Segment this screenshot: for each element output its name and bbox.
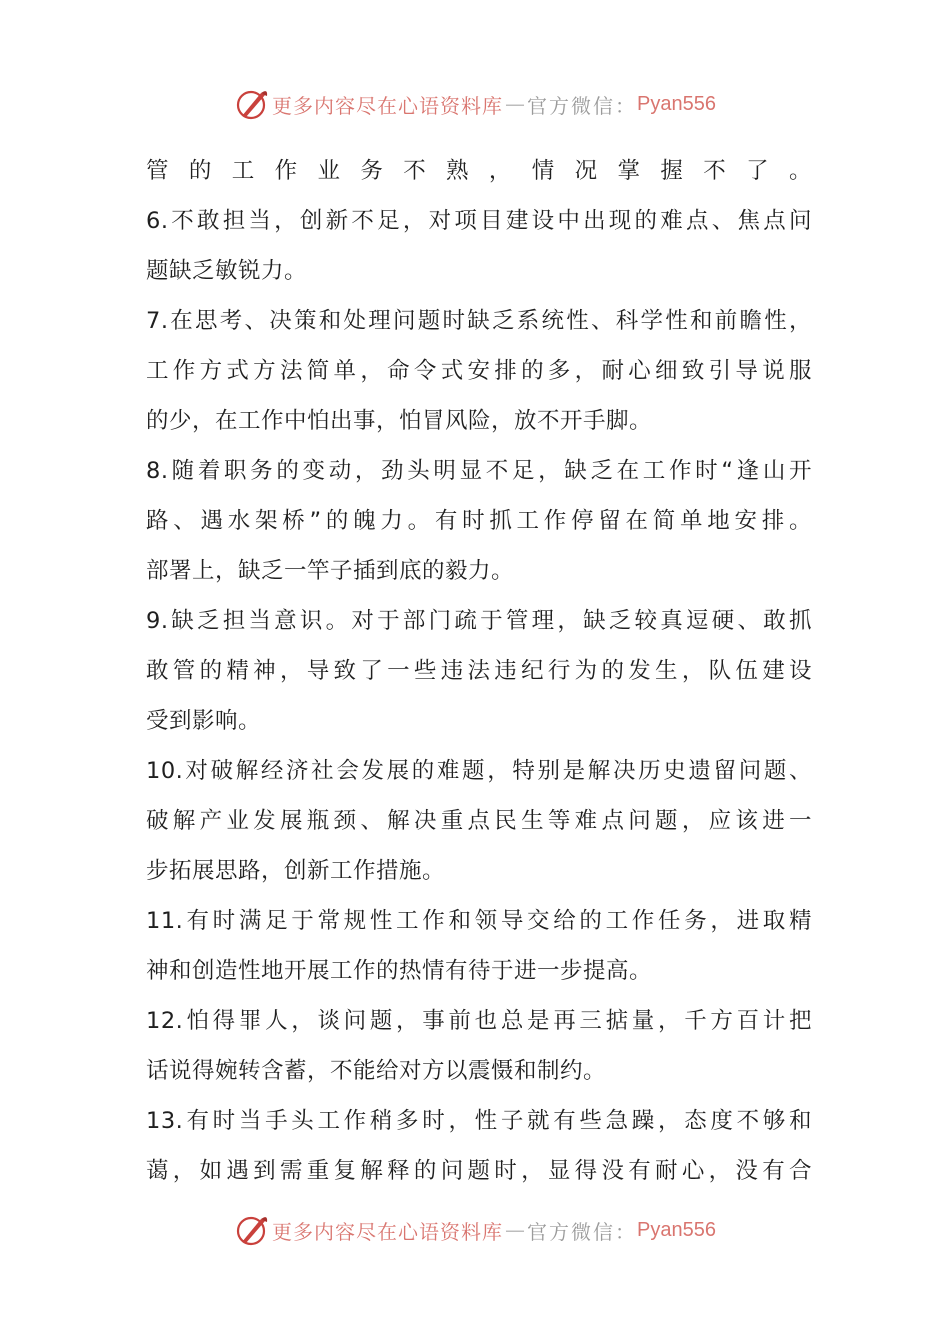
header-wechat-label: 官方微信： (527, 93, 638, 118)
text-line: 题缺乏敏锐力。 (146, 258, 308, 284)
footer-wechat-label: 官方微信： (527, 1219, 638, 1244)
footer-wechat-id: Pyan556 (637, 1218, 716, 1241)
text-line: 11.有时满足于常规性工作和领导交给的工作任务，进取精 (146, 908, 812, 934)
footer-separator: — (505, 1218, 526, 1242)
text-line: 10.对破解经济社会发展的难题，特别是解决历史遗留问题、 (146, 758, 812, 784)
text-line: 蔼，如遇到需重复解释的问题时，显得没有耐心，没有合 (146, 1158, 812, 1184)
text-line: 8.随着职务的变动，劲头明显不足，缺乏在工作时“逢山开 (146, 458, 812, 484)
quill-logo-icon (234, 86, 270, 122)
text-line: 工作方式方法简单，命令式安排的多，耐心细致引导说服 (146, 358, 812, 384)
text-line: 6.不敢担当，创新不足，对项目建设中出现的难点、焦点问 (146, 208, 812, 234)
text-line: 13.有时当手头工作稍多时，性子就有些急躁，态度不够和 (146, 1108, 812, 1134)
document-body (146, 146, 812, 1196)
text-line: 管的工作业务不熟，情况掌握不了。 (146, 158, 812, 184)
text-line: 的少，在工作中怕出事，怕冒风险，放不开手脚。 (146, 408, 653, 434)
text-line: 受到影响。 (146, 708, 262, 734)
text-line: 9.缺乏担当意识。对于部门疏于管理，缺乏较真逗硬、敢抓 (146, 608, 812, 634)
text-line: 7.在思考、决策和处理问题时缺乏系统性、科学性和前瞻性， (146, 308, 812, 334)
text-line: 路、遇水架桥”的魄力。有时抓工作停留在简单地安排。 (146, 508, 812, 534)
text-line: 神和创造性地开展工作的热情有待于进一步提高。 (146, 958, 653, 984)
footer-site-text: 更多内容尽在心语资料库 (272, 1219, 504, 1244)
text-line: 破解产业发展瓶颈、解决重点民生等难点问题，应该进一 (146, 808, 812, 834)
text-line: 敢管的精神，导致了一些违法违纪行为的发生，队伍建设 (146, 658, 812, 684)
header-site-text: 更多内容尽在心语资料库 (272, 93, 504, 118)
header-watermark (0, 84, 950, 124)
footer-watermark (0, 1210, 950, 1250)
text-line: 步拓展思路，创新工作措施。 (146, 858, 446, 884)
header-wechat-id: Pyan556 (637, 92, 716, 115)
quill-logo-icon (234, 1212, 270, 1248)
text-line: 话说得婉转含蓄，不能给对方以震慑和制约。 (146, 1058, 607, 1084)
text-line: 部署上，缺乏一竿子插到底的毅力。 (146, 558, 515, 584)
text-line: 12.怕得罪人，谈问题，事前也总是再三掂量，千方百计把 (146, 1008, 812, 1034)
header-separator: — (505, 92, 526, 116)
